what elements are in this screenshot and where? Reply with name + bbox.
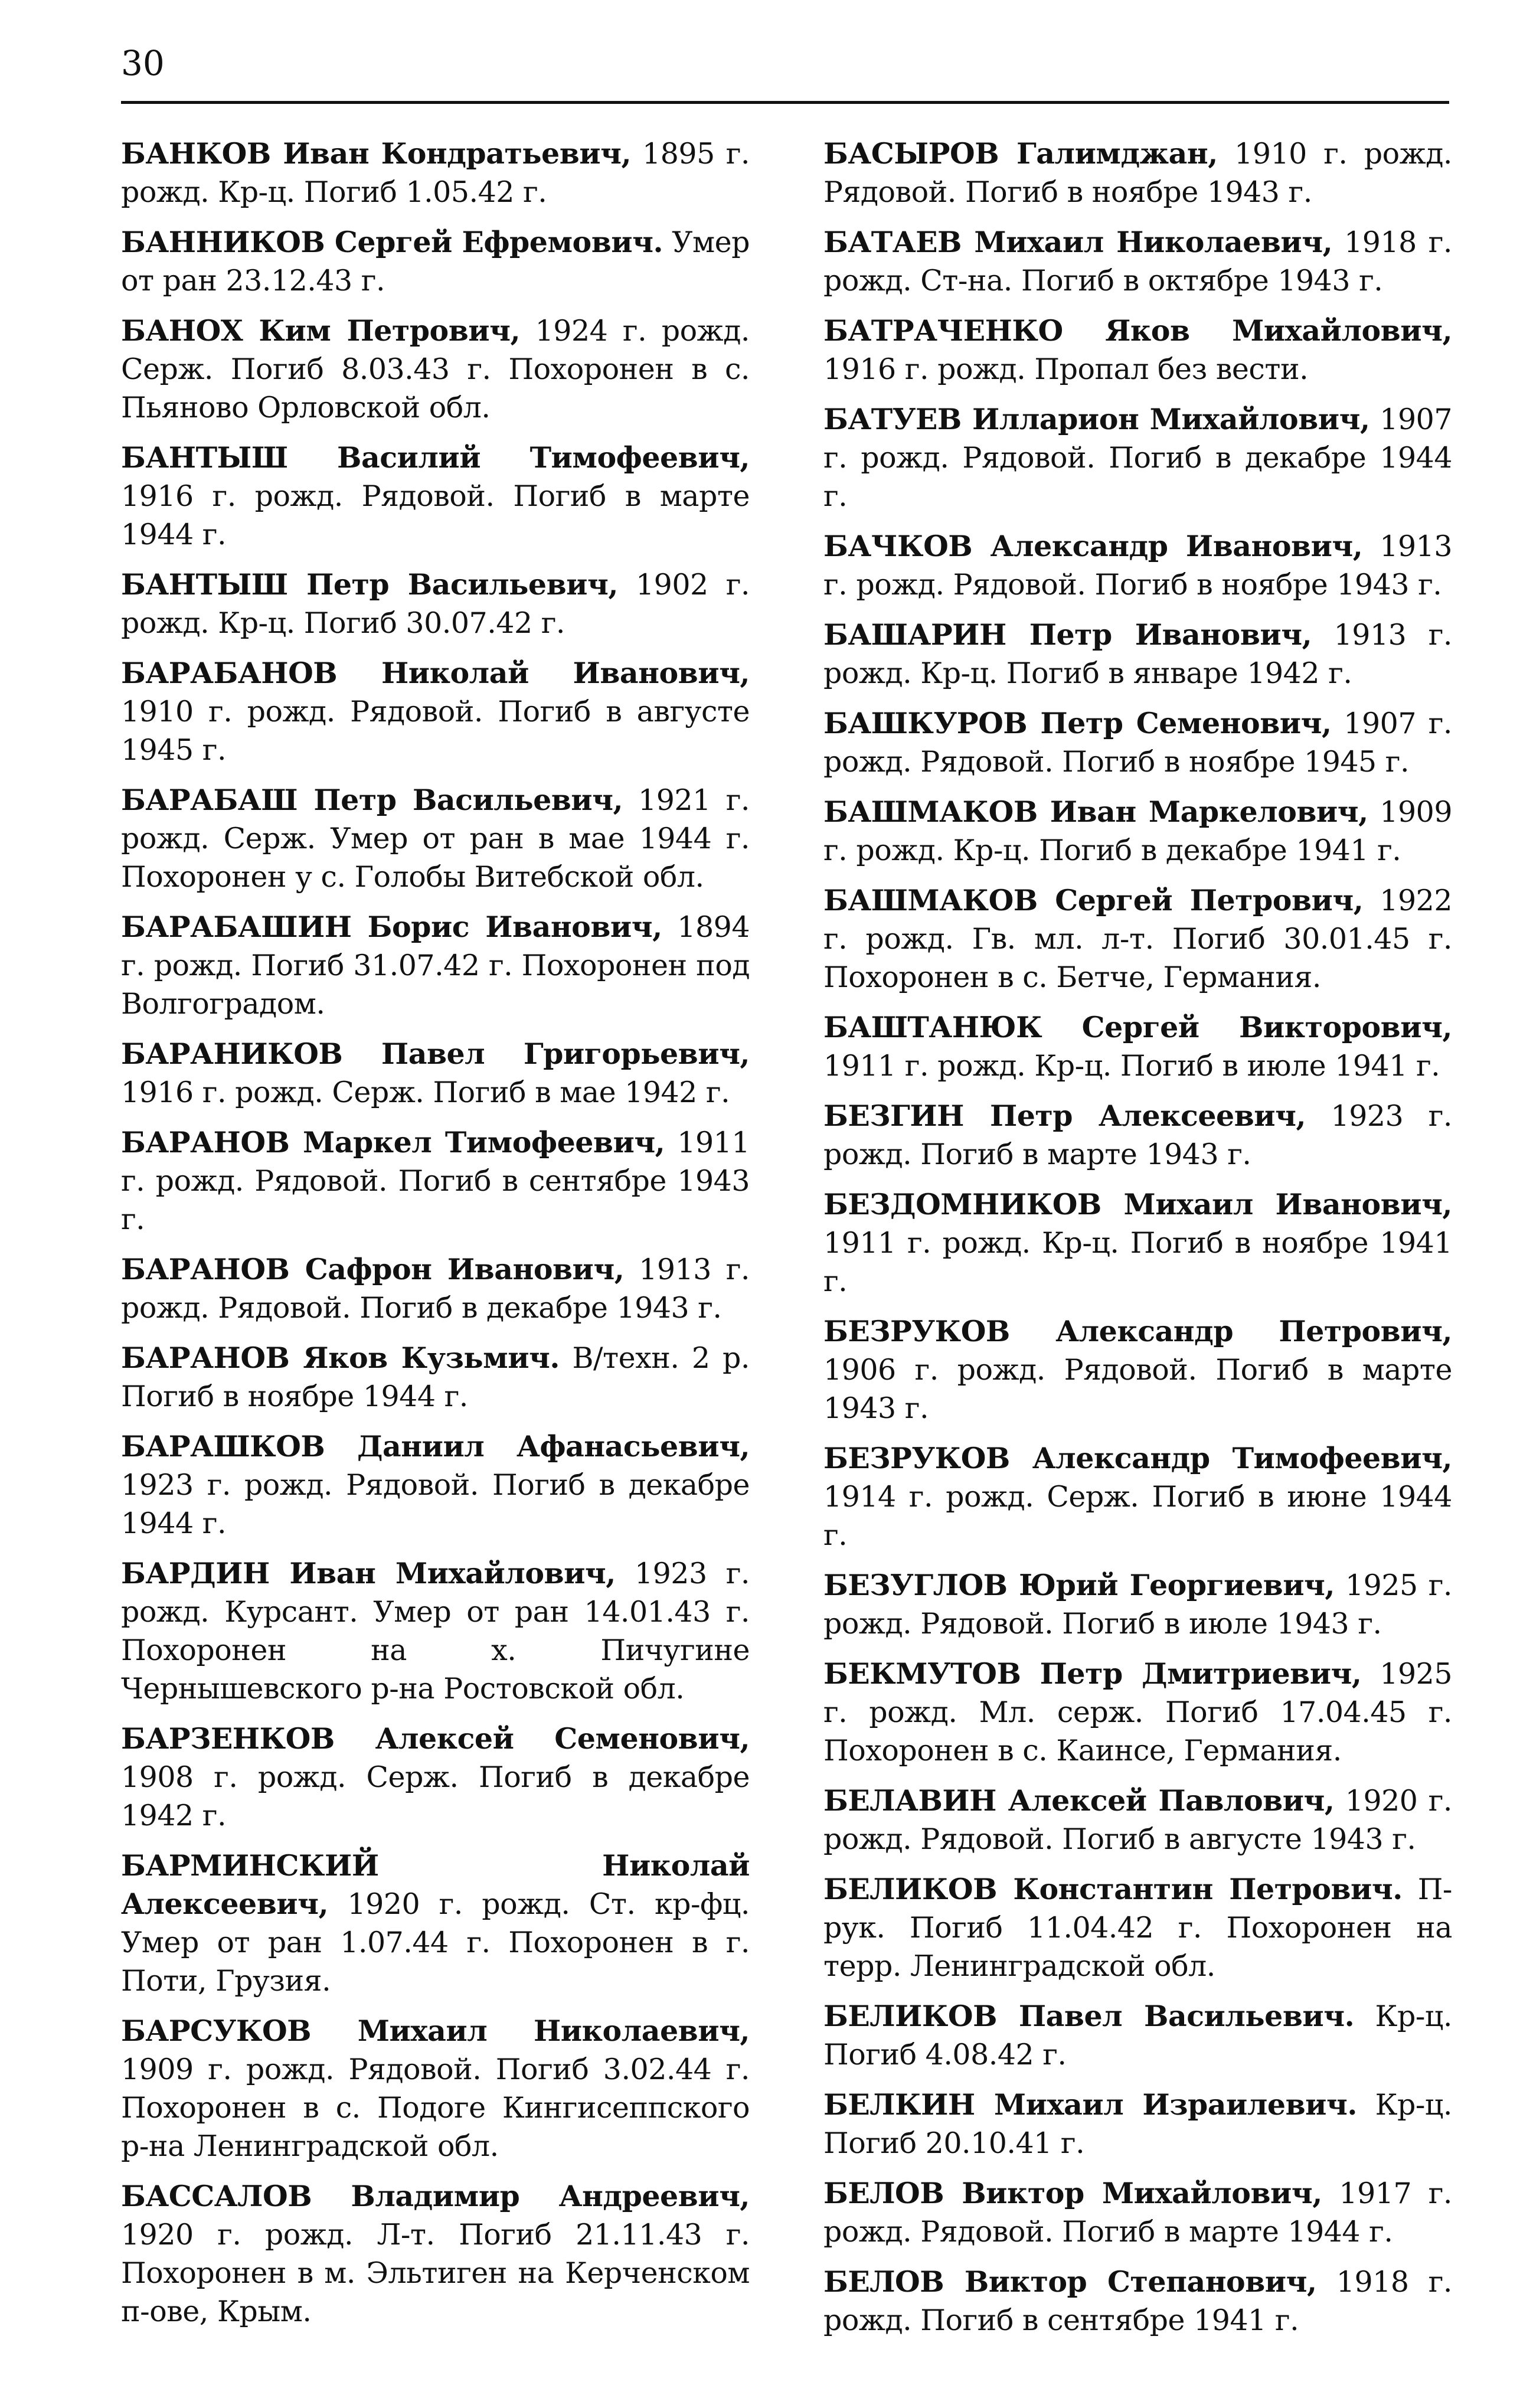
obituary-entry	[121, 223, 750, 300]
entry-name: БЕЗРУКОВ Александр Петрович,	[823, 1314, 1452, 1348]
entry-details: 1916 г. рожд. Пропал без вести.	[823, 352, 1309, 386]
obituary-entry	[823, 881, 1452, 996]
entry-details: 1917 г. рожд. Рядовой. Погиб в марте 1944 г.	[823, 2177, 1452, 2249]
obituary-entry	[823, 1566, 1452, 1643]
obituary-entry	[823, 1097, 1452, 1174]
entry-details: 1894 г. рожд. Погиб 31.07.42 г. Похоронен под Волгоградом.	[121, 910, 750, 1021]
entry-details: 1914 г. рожд. Серж. Погиб в июне 1944 г.	[823, 1480, 1452, 1552]
obituary-entry	[823, 2174, 1452, 2251]
obituary-entry	[823, 704, 1452, 781]
entry-name: БАРМИНСКИЙ Николай Алексеевич,	[121, 1848, 750, 1921]
entry-name: БАССАЛОВ Владимир Андреевич,	[121, 2179, 750, 2213]
entry-name: БАРДИН Иван Михайлович,	[121, 1556, 616, 1590]
obituary-entry	[121, 2012, 750, 2165]
obituary-entry	[121, 1250, 750, 1327]
entry-name: БАНТЫШ Василий Тимофеевич,	[121, 440, 750, 475]
entry-details: Кр-ц. Погиб 4.08.42 г.	[823, 1999, 1452, 2072]
entry-details: 1921 г. рожд. Серж. Умер от ран в мае 1944 г. Похоронен у с. Голобы Витебской обл.	[121, 783, 750, 894]
entry-name: БЕЛИКОВ Павел Васильевич.	[823, 1999, 1355, 2033]
entry-name: БЕЗУГЛОВ Юрий Георгиевич,	[823, 1568, 1335, 1602]
obituary-entry	[823, 1185, 1452, 1301]
entry-name: БЕЛОВ Виктор Степанович,	[823, 2265, 1317, 2299]
entry-details: 1923 г. рожд. Погиб в марте 1943 г.	[823, 1099, 1452, 1171]
obituary-entry	[823, 1312, 1452, 1427]
obituary-entry	[823, 1997, 1452, 2074]
obituary-entry	[823, 223, 1452, 300]
entry-name: БАТАЕВ Михаил Николаевич,	[823, 225, 1333, 259]
entry-name: БАТУЕВ Илларион Михайлович,	[823, 402, 1370, 436]
entry-details: Кр-ц. Погиб 20.10.41 г.	[823, 2088, 1452, 2160]
entry-name: БАРАНОВ Яков Кузьмич.	[121, 1341, 560, 1375]
entry-name: БАЧКОВ Александр Иванович,	[823, 529, 1363, 563]
entry-details: 1925 г. рожд. Мл. серж. Погиб 17.04.45 г. Похоронен в с. Каинсе, Германия.	[823, 1657, 1453, 1767]
entry-name: БАРЗЕНКОВ Алексей Семенович,	[121, 1721, 750, 1756]
entry-details: 1911 г. рожд. Кр-ц. Погиб в июле 1941 г.	[823, 1049, 1440, 1083]
left-column	[121, 135, 750, 2342]
entry-details: 1902 г. рожд. Кр-ц. Погиб 30.07.42 г.	[121, 568, 750, 640]
entry-name: БАРАБАШ Петр Васильевич,	[121, 783, 623, 817]
entry-details: 1920 г. рожд. Ст. кр-фц. Умер от ран 1.07.44 г. Похоронен в г. Поти, Грузия.	[121, 1887, 750, 1998]
obituary-entry	[121, 1035, 750, 1112]
entry-details: В/техн. 2 р. Погиб в ноябре 1944 г.	[121, 1341, 750, 1413]
entry-details: 1909 г. рожд. Кр-ц. Погиб в декабре 1941 г.	[823, 795, 1452, 867]
entry-details: 1922 г. рожд. Гв. мл. л-т. Погиб 30.01.45 г. Похоронен в с. Бетче, Германия.	[823, 884, 1452, 994]
obituary-entry	[823, 2263, 1452, 2340]
obituary-entry	[121, 1554, 750, 1708]
header-rule	[121, 101, 1449, 104]
entry-details: 1909 г. рожд. Рядовой. Погиб 3.02.44 г. Похоронен в с. Подоге Кингисеппского р-на Ленинградской обл.	[121, 2053, 750, 2163]
obituary-entry	[121, 1339, 750, 1416]
entry-details: 1907 г. рожд. Рядовой. Погиб в декабре 1944 г.	[823, 403, 1452, 513]
obituary-entry	[121, 781, 750, 896]
entry-details: 1920 г. рожд. Рядовой. Погиб в августе 1943 г.	[823, 1784, 1452, 1856]
obituary-entry	[823, 616, 1452, 692]
entry-name: БАРАБАШИН Борис Иванович,	[121, 910, 662, 944]
obituary-entry	[823, 1655, 1452, 1770]
entry-name: БАНКОВ Иван Кондратьевич,	[121, 136, 632, 171]
entry-name: БЕЗГИН Петр Алексеевич,	[823, 1099, 1306, 1133]
obituary-entry	[121, 1123, 750, 1239]
entry-details: 1913 г. рожд. Рядовой. Погиб в декабре 1943 г.	[121, 1253, 750, 1325]
obituary-entry	[121, 2177, 750, 2331]
obituary-entry	[121, 1847, 750, 2000]
entry-name: БАШАРИН Петр Иванович,	[823, 617, 1312, 652]
entry-details: 1920 г. рожд. Л-т. Погиб 21.11.43 г. Похоронен в м. Эльтиген на Керченском п-ове, Крым.	[121, 2218, 750, 2328]
entry-name: БАРАНИКОВ Павел Григорьевич,	[121, 1037, 750, 1071]
entry-name: БАРАНОВ Сафрон Иванович,	[121, 1252, 625, 1286]
entry-name: БАНТЫШ Петр Васильевич,	[121, 567, 618, 602]
entry-details: 1907 г. рожд. Рядовой. Погиб в ноябре 1945 г.	[823, 707, 1452, 779]
entry-name: БАРСУКОВ Михаил Николаевич,	[121, 2014, 750, 2048]
entry-name: БЕЛОВ Виктор Михайлович,	[823, 2176, 1322, 2210]
entry-details: 1923 г. рожд. Курсант. Умер от ран 14.01.43 г. Похоронен на х. Пичугине Чернышевского р-на Ростовской обл.	[121, 1557, 750, 1705]
entry-name: БАШМАКОВ Иван Маркелович,	[823, 795, 1368, 829]
obituary-entry	[121, 908, 750, 1023]
obituary-entry	[823, 312, 1452, 388]
entry-details: 1911 г. рожд. Рядовой. Погиб в сентябре 1943 г.	[121, 1126, 750, 1236]
entry-name: БАСЫРОВ Галимджан,	[823, 136, 1218, 171]
entry-details: 1916 г. рожд. Серж. Погиб в мае 1942 г.	[121, 1076, 730, 1109]
entry-details: Умер от ран 23.12.43 г.	[121, 226, 750, 298]
obituary-entry	[823, 2086, 1452, 2162]
entry-details: 1925 г. рожд. Рядовой. Погиб в июле 1943 г.	[823, 1569, 1452, 1641]
entry-name: БАРАНОВ Маркел Тимофеевич,	[121, 1125, 665, 1159]
entry-name: БЕЗДОМНИКОВ Михаил Иванович,	[823, 1187, 1452, 1221]
page-number: 30	[121, 43, 165, 83]
entry-name: БАШТАНЮК Сергей Викторович,	[823, 1010, 1452, 1044]
entry-details: 1908 г. рожд. Серж. Погиб в декабре 1942 г.	[121, 1760, 750, 1832]
obituary-entry	[121, 135, 750, 211]
entry-details: 1913 г. рожд. Рядовой. Погиб в ноябре 1943 г.	[823, 530, 1453, 602]
entry-details: 1924 г. рожд. Серж. Погиб 8.03.43 г. Похоронен в с. Пьяново Орловской обл.	[121, 314, 750, 424]
obituary-entry	[823, 1782, 1452, 1858]
entry-name: БЕЛКИН Михаил Израилевич.	[823, 2087, 1357, 2122]
entry-details: 1918 г. рожд. Ст-на. Погиб в октябре 1943 г.	[823, 226, 1452, 298]
entry-details: 1910 г. рожд. Рядовой. Погиб в августе 1945 г.	[121, 695, 750, 767]
obituary-entry	[823, 793, 1452, 870]
obituary-entry	[121, 1720, 750, 1835]
obituary-entry	[823, 527, 1452, 604]
entry-name: БЕЛАВИН Алексей Павлович,	[823, 1783, 1335, 1818]
entry-details: П-рук. Погиб 11.04.42 г. Похоронен на терр. Ленинградской обл.	[823, 1873, 1452, 1983]
obituary-entry	[823, 1439, 1452, 1554]
entry-details: 1906 г. рожд. Рядовой. Погиб в марте 1943 г.	[823, 1353, 1452, 1425]
entry-name: БАТРАЧЕНКО Яков Михайлович,	[823, 313, 1452, 348]
obituary-entry	[823, 1008, 1452, 1085]
obituary-entry	[121, 654, 750, 769]
right-column	[823, 135, 1452, 2351]
entry-name: БАШМАКОВ Сергей Петрович,	[823, 883, 1364, 917]
entry-details: 1916 г. рожд. Рядовой. Погиб в марте 1944 г.	[121, 479, 750, 551]
entry-name: БАРАШКОВ Даниил Афанасьевич,	[121, 1429, 750, 1463]
entry-name: БЕЗРУКОВ Александр Тимофеевич,	[823, 1441, 1452, 1475]
obituary-entry	[823, 135, 1452, 211]
entry-name: БАШКУРОВ Петр Семенович,	[823, 706, 1332, 740]
entry-details: 1913 г. рожд. Кр-ц. Погиб в январе 1942 г.	[823, 618, 1452, 690]
obituary-entry	[121, 1427, 750, 1543]
entry-details: 1918 г. рожд. Погиб в сентябре 1941 г.	[823, 2265, 1452, 2337]
obituary-entry	[121, 566, 750, 642]
entry-name: БАРАБАНОВ Николай Иванович,	[121, 656, 750, 690]
entry-name: БАННИКОВ Сергей Ефремович.	[121, 225, 663, 259]
entry-name: БЕЛИКОВ Константин Петрович.	[823, 1872, 1403, 1906]
entry-name: БЕКМУТОВ Петр Дмитриевич,	[823, 1656, 1362, 1691]
obituary-entry	[121, 312, 750, 427]
entry-details: 1923 г. рожд. Рядовой. Погиб в декабре 1944 г.	[121, 1468, 750, 1540]
obituary-entry	[121, 439, 750, 554]
entry-details: 1895 г. рожд. Кр-ц. Погиб 1.05.42 г.	[121, 137, 750, 209]
entry-details: 1911 г. рожд. Кр-ц. Погиб в ноябре 1941 г.	[823, 1226, 1452, 1298]
obituary-entry	[823, 1870, 1452, 1985]
obituary-entry	[823, 400, 1452, 515]
entry-details: 1910 г. рожд. Рядовой. Погиб в ноябре 1943 г.	[823, 137, 1452, 209]
entry-name: БАНОХ Ким Петрович,	[121, 313, 521, 348]
